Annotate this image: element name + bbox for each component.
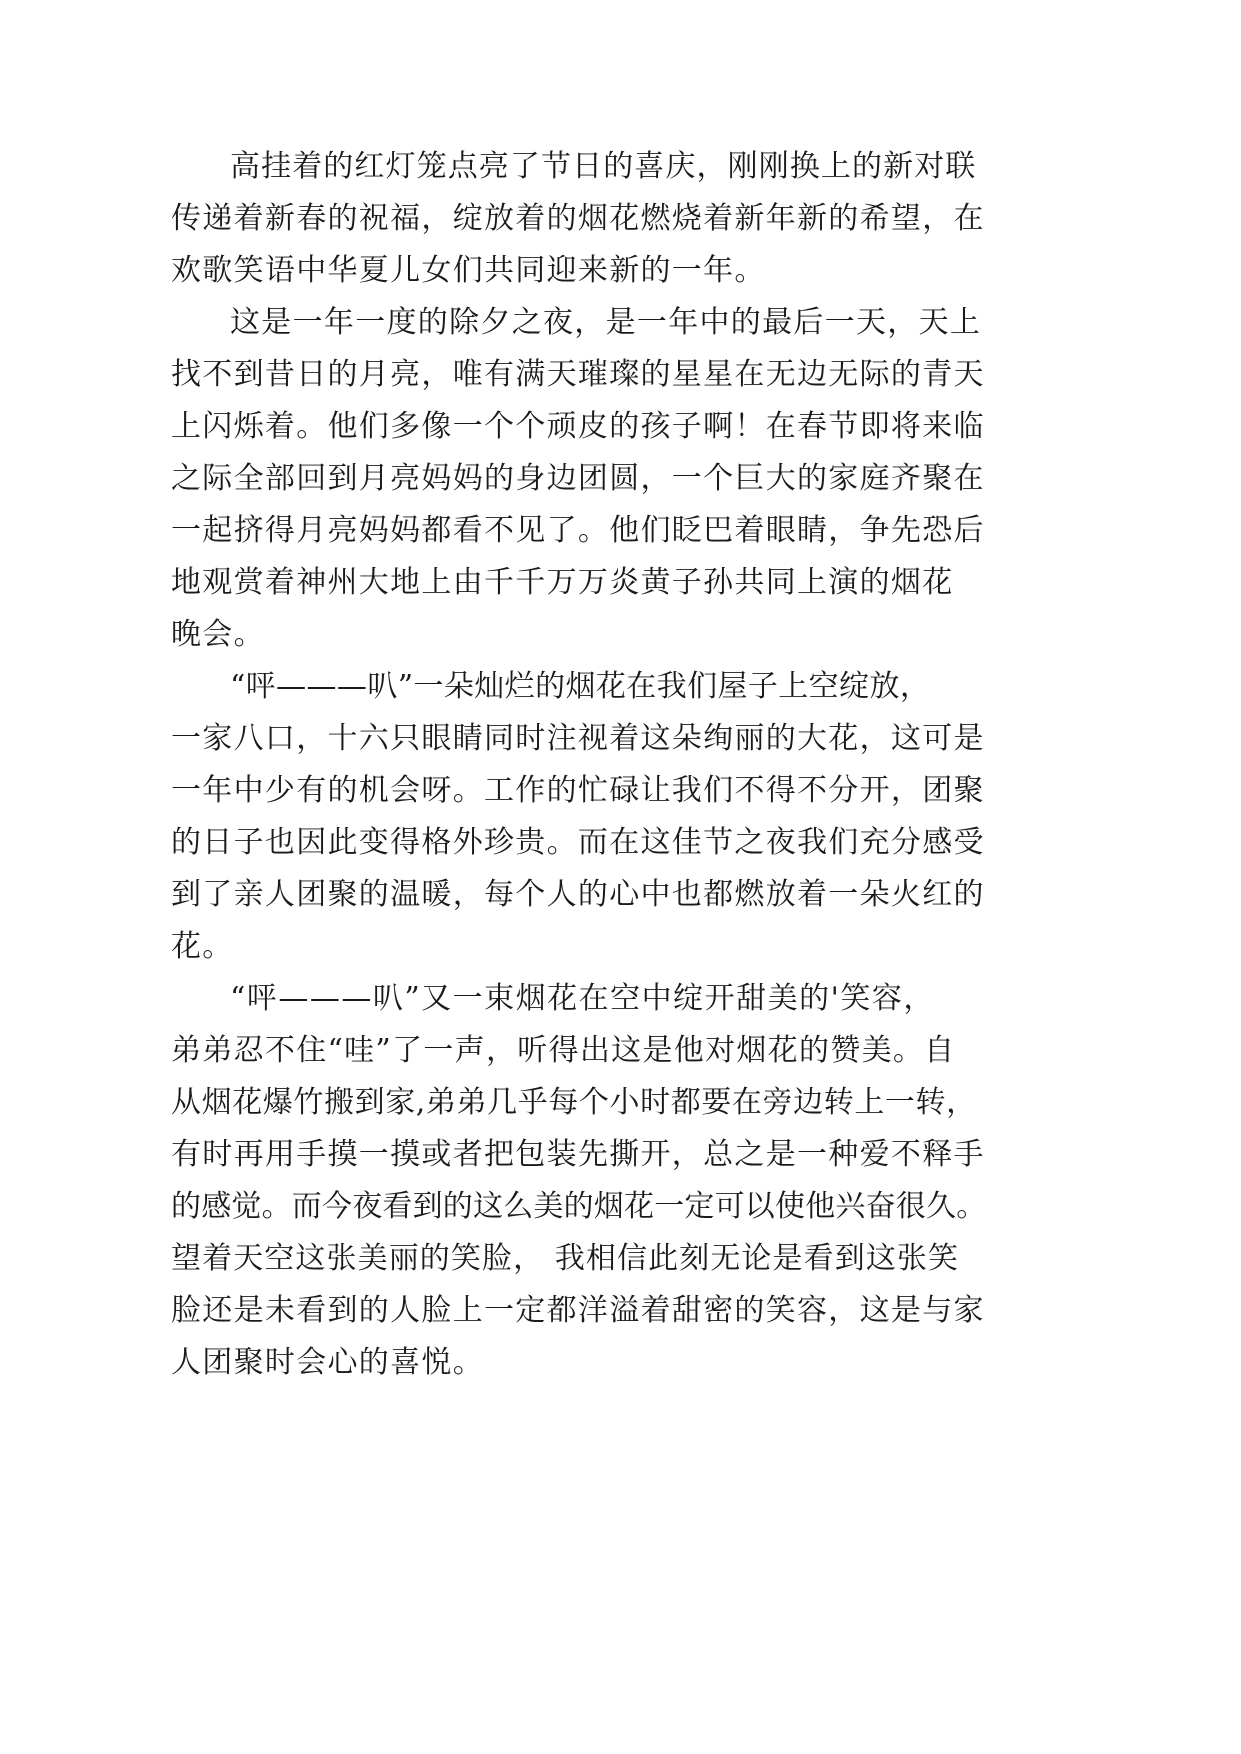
text-line: 到了亲人团聚的温暖，每个人的心中也都燃放着一朵火红的: [171, 877, 985, 912]
text-line: 花。: [171, 929, 234, 964]
text-line: 高挂着的红灯笼点亮了节日的喜庆，刚刚换上的新对联: [230, 149, 977, 184]
text-line: “呯———叭”一朵灿烂的烟花在我们屋子上空绽放，: [230, 669, 931, 704]
text-line: 人团聚时会心的喜悦。: [171, 1345, 484, 1380]
text-line: 传递着新春的祝福，绽放着的烟花燃烧着新年新的希望，在: [171, 201, 985, 236]
text-line: 从烟花爆竹搬到家,弟弟几乎每个小时都要在旁边转上一转，: [171, 1085, 977, 1120]
text-line: 有时再用手摸一摸或者把包装先撕开，总之是一种爱不释手: [171, 1137, 985, 1172]
text-line: 脸还是未看到的人脸上一定都洋溢着甜密的笑容，这是与家: [171, 1293, 985, 1328]
text-line: 望着天空这张美丽的笑脸， 我相信此刻无论是看到这张笑: [171, 1241, 960, 1276]
text-line: 这是一年一度的除夕之夜，是一年中的最后一天，天上: [230, 305, 982, 340]
text-line: 一年中少有的机会呀。工作的忙碌让我们不得不分开，团聚: [171, 773, 985, 808]
text-line: 的日子也因此变得格外珍贵。而在这佳节之夜我们充分感受: [171, 825, 985, 860]
text-line: 地观赏着神州大地上由千千万万炎黄子孙共同上演的烟花: [171, 565, 954, 600]
text-line: 一起挤得月亮妈妈都看不见了。他们眨巴着眼睛，争先恐后: [171, 513, 985, 548]
text-line: 一家八口，十六只眼睛同时注视着这朵绚丽的大花，这可是: [171, 721, 985, 756]
text-line: 弟弟忍不住“哇”了一声，听得出这是他对烟花的赞美。自: [171, 1033, 956, 1068]
text-line: 之际全部回到月亮妈妈的身边团圆，一个巨大的家庭齐聚在: [171, 461, 985, 496]
text-line: “呯———叭”又一束烟花在空中绽开甜美的'笑容，: [230, 981, 935, 1016]
text-line: 的感觉。而今夜看到的这么美的烟花一定可以使他兴奋很久。: [171, 1189, 987, 1224]
text-line: 欢歌笑语中华夏儿女们共同迎来新的一年。: [171, 253, 766, 288]
text-line: 晚会。: [171, 617, 265, 652]
text-line: 找不到昔日的月亮，唯有满天璀璨的星星在无边无际的青天: [171, 357, 985, 392]
text-line: 上闪烁着。他们多像一个个顽皮的孩子啊！在春节即将来临: [171, 409, 985, 444]
